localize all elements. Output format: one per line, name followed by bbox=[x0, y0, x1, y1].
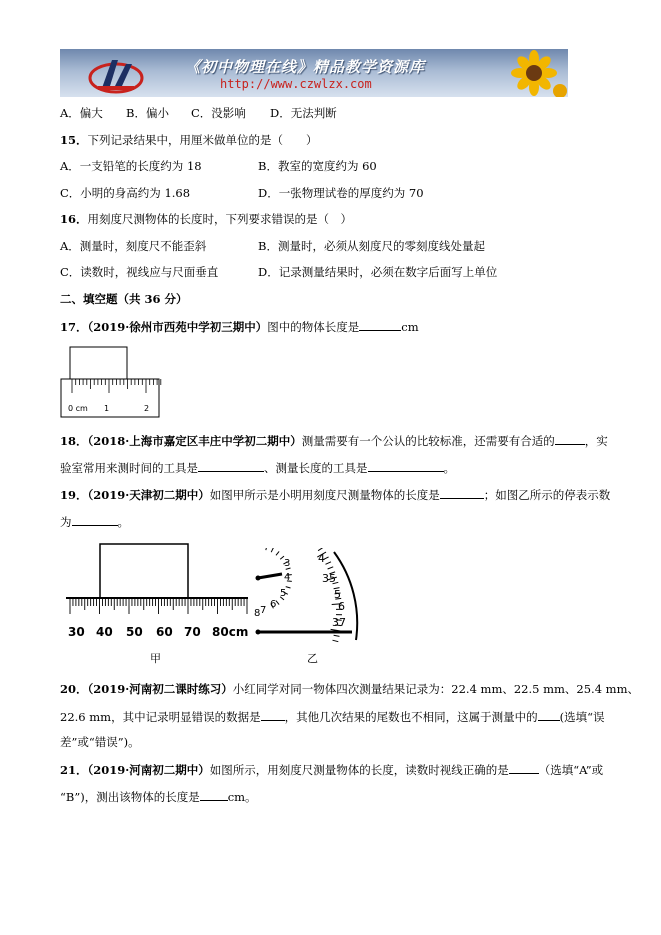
q21-text1-end: （选填“A”或 bbox=[538, 763, 604, 777]
q18-text2-mid: 、测量长度的工具是 bbox=[264, 461, 368, 475]
banner-url[interactable]: http://www.czwlzx.com bbox=[220, 77, 372, 91]
q15-option-c: C．小明的身高约为 1.68 bbox=[60, 186, 191, 200]
q20-text2: 22.6 mm，其中记录明显错误的数据是 bbox=[60, 710, 261, 724]
q20-answer-blank-2[interactable] bbox=[538, 708, 560, 721]
q19-small-6: 6 bbox=[270, 599, 277, 610]
question-19-line2 bbox=[60, 513, 129, 530]
q19-text1-mid: ；如图乙所示的停表示数 bbox=[483, 488, 611, 502]
question-21-line2 bbox=[60, 788, 257, 805]
q14-option-c: C．没影响 bbox=[191, 106, 246, 120]
q19-text1: 如图甲所示是小明用刻度尺测量物体的长度是 bbox=[209, 488, 440, 502]
q19-label-50: 50 bbox=[126, 625, 143, 639]
q19-text2: 为 bbox=[60, 515, 72, 529]
q19-stopwatch-figure bbox=[252, 548, 374, 644]
q17-label-1: 1 bbox=[104, 404, 110, 413]
q15-number: 15． bbox=[60, 133, 88, 147]
q20-text1: 小红同学对同一物体四次测量结果记录为：22.4 mm、22.5 mm、25.4 mm、 bbox=[232, 682, 639, 696]
q19-big-4: 4 bbox=[318, 552, 325, 565]
q17-unit: cm bbox=[401, 320, 419, 334]
q14-option-b: B．偏小 bbox=[126, 106, 169, 120]
q18-number: 18． bbox=[60, 434, 88, 448]
q19-small-7: 7 bbox=[260, 605, 267, 616]
q21-text2: “B”)，测出该物体的长度是 bbox=[60, 790, 200, 804]
q19-stopwatch-small-tick bbox=[276, 601, 279, 605]
q17-ruler-figure bbox=[60, 343, 165, 418]
q19-stopwatch-big-tick bbox=[333, 640, 339, 642]
q19-small-3: 3 bbox=[284, 558, 291, 569]
q15-option-a: A．一支铅笔的长度约为 18 bbox=[60, 159, 202, 173]
q19-big-5: 5 bbox=[334, 588, 341, 601]
q19-caption-b: 乙 bbox=[307, 652, 318, 665]
q19-stopwatch-big-tick bbox=[328, 567, 334, 569]
q20-number: 20． bbox=[60, 682, 88, 696]
q15-option-d: D．一张物理试卷的厚度约为 70 bbox=[258, 186, 424, 200]
q19-stopwatch-big-tick bbox=[318, 548, 323, 551]
q17-answer-blank[interactable] bbox=[359, 318, 401, 331]
q19-stopwatch-small-tick bbox=[286, 587, 291, 588]
question-20-line3: 差”或“错误”)。 bbox=[60, 735, 140, 749]
banner-title: 《初中物理在线》精品教学资源库 bbox=[185, 58, 426, 76]
q19-text2-end: 。 bbox=[117, 515, 129, 529]
q16-option-b: B．测量时，必须从刻度尺的零刻度线处量起 bbox=[258, 239, 485, 253]
q18-answer-blank-1[interactable] bbox=[555, 432, 585, 445]
q16-option-d: D．记录测量结果时，必须在数字后面写上单位 bbox=[258, 265, 498, 279]
q17-label-0: 0 cm bbox=[68, 404, 88, 413]
q15-option-b: B．教室的宽度约为 60 bbox=[258, 159, 377, 173]
q14-option-d: D．无法判断 bbox=[270, 106, 337, 120]
q17-text: 图中的物体长度是 bbox=[267, 320, 360, 334]
question-18-line1 bbox=[60, 432, 608, 449]
q17-source: （2019·徐州市西苑中学初三期中） bbox=[87, 320, 268, 334]
sunflower-icon bbox=[500, 49, 568, 97]
q20-source: （2019·河南初二课时练习） bbox=[87, 682, 233, 696]
q19-small-8: 8 bbox=[254, 608, 261, 619]
q21-text2-end: cm。 bbox=[227, 790, 257, 804]
q18-source: （2018·上海市嘉定区丰庄中学初二期中） bbox=[87, 434, 302, 448]
question-18-line2 bbox=[60, 459, 455, 476]
q19-label-60: 60 bbox=[156, 625, 173, 639]
q16-text: 用刻度尺测物体的长度时，下列要求错误的是（ ） bbox=[87, 212, 353, 226]
q19-stopwatch-big-tick bbox=[326, 562, 332, 565]
question-20-line2 bbox=[60, 708, 604, 725]
q16-option-a: A．测量时，刻度尺不能歪斜 bbox=[60, 239, 207, 253]
question-19-line1 bbox=[60, 486, 610, 503]
q19-stopwatch-big-tick bbox=[334, 635, 340, 636]
q19-big-37: 37 bbox=[332, 616, 346, 629]
q18-text1: 测量需要有一个公认的比较标准，还需要有合适的 bbox=[301, 434, 555, 448]
question-20-line1 bbox=[60, 681, 639, 697]
q19-big-6: 6 bbox=[338, 600, 345, 613]
q19-small-4: 4 bbox=[284, 572, 291, 583]
question-16 bbox=[60, 211, 352, 227]
q19-label-30: 30 bbox=[68, 625, 85, 639]
q15-text: 下列记录结果中，用厘米做单位的是（ ） bbox=[87, 133, 318, 147]
q20-answer-blank-1[interactable] bbox=[261, 708, 285, 721]
q18-text2-end: 。 bbox=[443, 461, 455, 475]
q19-ruler-figure bbox=[62, 540, 252, 640]
q17-number: 17． bbox=[60, 320, 88, 334]
question-17 bbox=[60, 318, 419, 335]
header-banner bbox=[60, 49, 568, 97]
q21-source: （2019·河南初二期中） bbox=[87, 763, 210, 777]
q21-answer-blank-1[interactable] bbox=[509, 761, 539, 774]
q19-answer-blank-1[interactable] bbox=[440, 486, 484, 499]
question-15 bbox=[60, 132, 318, 148]
q19-source: （2019·天津初二期中） bbox=[87, 488, 210, 502]
q16-option-c: C．读数时，视线应与尺面垂直 bbox=[60, 265, 219, 279]
q20-text2-mid: ，其他几次结果的尾数也不相同，这属于测量中的 bbox=[284, 710, 538, 724]
q19-label-40: 40 bbox=[96, 625, 113, 639]
q19-label-70: 70 bbox=[184, 625, 201, 639]
q18-text2: 验室常用来测时间的工具是 bbox=[60, 461, 198, 475]
q14-option-a: A．偏大 bbox=[60, 106, 103, 120]
q21-number: 21． bbox=[60, 763, 88, 777]
q20-text2-end: (选填“误 bbox=[559, 710, 605, 724]
q19-number: 19． bbox=[60, 488, 88, 502]
q19-answer-blank-2[interactable] bbox=[72, 513, 118, 526]
q19-small-5: 5 bbox=[280, 588, 287, 599]
q19-stopwatch-small-tick bbox=[266, 548, 267, 550]
question-21-line1 bbox=[60, 761, 603, 778]
q19-stopwatch-small-tick bbox=[271, 548, 273, 552]
q18-text1-end: ，实 bbox=[584, 434, 608, 448]
q21-answer-blank-2[interactable] bbox=[200, 788, 228, 801]
logo-icon bbox=[88, 54, 148, 94]
q18-answer-blank-2[interactable] bbox=[198, 459, 264, 472]
q18-answer-blank-3[interactable] bbox=[368, 459, 444, 472]
q17-label-2: 2 bbox=[144, 404, 150, 413]
q19-caption-a: 甲 bbox=[150, 652, 161, 665]
q19-label-80: 80cm bbox=[212, 625, 249, 639]
q21-text1: 如图所示，用刻度尺测量物体的长度，读数时视线正确的是 bbox=[209, 763, 509, 777]
q16-number: 16． bbox=[60, 212, 88, 226]
section-title: 二、填空题（共 36 分） bbox=[60, 292, 188, 306]
q19-big-35: 35 bbox=[322, 572, 336, 585]
q19-stopwatch-small-tick bbox=[276, 551, 279, 555]
